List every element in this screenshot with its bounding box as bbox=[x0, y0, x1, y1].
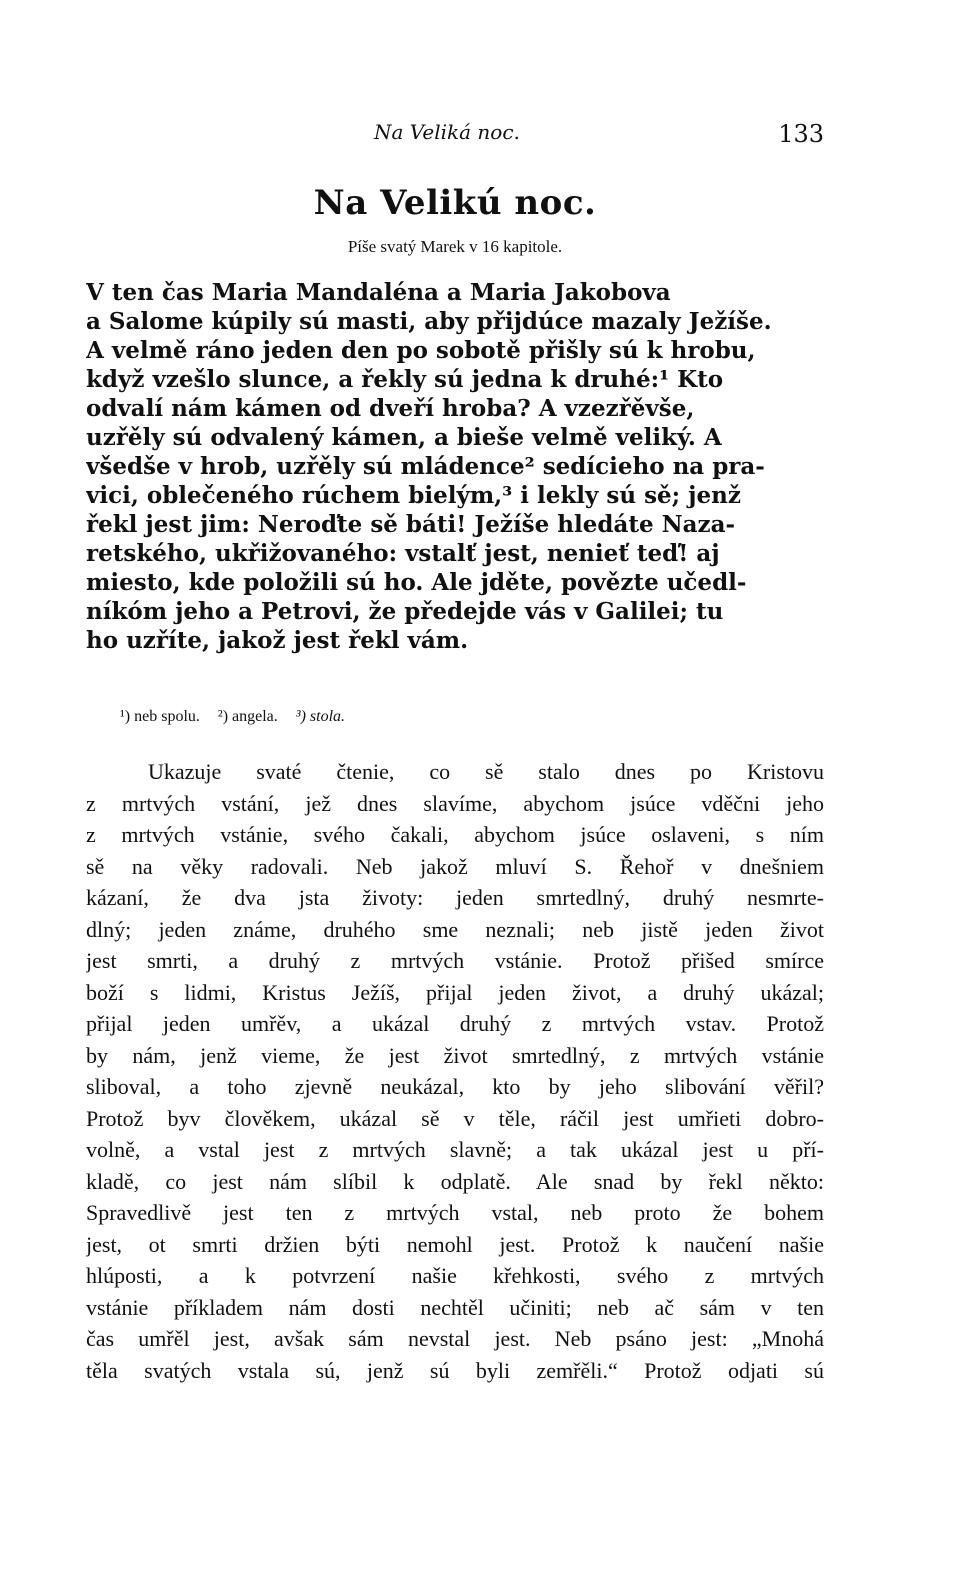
body-line: dlný; jeden známe, druhého sme neznali; neb jistě jeden život bbox=[86, 916, 824, 942]
body-line: jest smrti, a druhý z mrtvých vstánie. Protož přišed smírce bbox=[86, 948, 824, 973]
body-line: z mrtvých vstání, jež dnes slavíme, abychom jsúce vděčni jeho bbox=[86, 790, 824, 816]
footnotes bbox=[120, 708, 345, 726]
body-line: by nám, jenž vieme, že jest život smrtedlný, z mrtvých vstánie bbox=[86, 1042, 824, 1068]
gospel-line: ho uzříte, jakož jest řekl vám. bbox=[86, 627, 469, 654]
running-head-title: Na Veliká noc. bbox=[374, 120, 520, 144]
gospel-line: miesto, kde položili sú ho. Ale jděte, povězte učedl- bbox=[86, 569, 747, 596]
footnote: ³) stola. bbox=[295, 708, 346, 725]
body-line: přijal jeden umřěv, a ukázal druhý z mrtvých vstav. Protož bbox=[86, 1011, 824, 1036]
body-line: volně, a vstal jest z mrtvých slavně; a tak ukázal jest u pří- bbox=[86, 1137, 824, 1162]
body-line: z mrtvých vstánie, svého čakali, abychom jsúce oslaveni, s ním bbox=[86, 822, 824, 847]
body-line: Protož byv člověkem, ukázal sě v těle, ráčil jest umřieti dobro- bbox=[86, 1105, 824, 1131]
page-number: 133 bbox=[778, 120, 824, 148]
gospel-line: všedše v hrob, uzřěly sú mládence² sedícieho na pra- bbox=[86, 453, 765, 480]
gospel-line: uzřěly sú odvalený kámen, a bieše velmě veliký. A bbox=[86, 424, 722, 451]
body-line: jest, ot smrti držien býti nemohl jest. Protož k naučení našie bbox=[86, 1231, 824, 1257]
body-line: kladě, co jest nám slíbil k odplatě. Ale snad by řekl někto: bbox=[86, 1168, 824, 1194]
body-line: boží s lidmi, Kristus Ježíš, přijal jeden život, a druhý ukázal; bbox=[86, 979, 824, 1005]
body-line: Ukazuje svaté čtenie, co sě stalo dnes po Kristovu bbox=[148, 759, 824, 784]
footnote: ¹) neb spolu. bbox=[120, 708, 200, 725]
body-line: hlúposti, a k potvrzení našie křehkosti, svého z mrtvých bbox=[86, 1263, 824, 1288]
body-line: vstánie příkladem nám dosti nechtěl učiniti; neb ač sám v ten bbox=[86, 1294, 824, 1320]
body-line: kázaní, že dva jsta životy: jeden smrtedlný, druhý nesmrte- bbox=[86, 885, 824, 910]
gospel-line: A velmě ráno jeden den po sobotě přišly sú k hrobu, bbox=[86, 337, 756, 364]
footnote: ²) angela. bbox=[217, 708, 278, 725]
gospel-line: a Salome kúpily sú masti, aby přijdúce mazaly Ježíše. bbox=[86, 308, 772, 335]
gospel-line: řekl jest jim: Neroďte sě báti! Ježíše hledáte Naza- bbox=[86, 511, 736, 538]
gospel-passage bbox=[86, 278, 824, 655]
body-line: sě na věky radovali. Neb jakož mluví S. Řehoř v dnešniem bbox=[86, 853, 824, 879]
gospel-line: níkóm jeho a Petrovi, že předejde vás v Galilei; tu bbox=[86, 598, 724, 625]
chapter-subtitle: Píše svatý Marek v 16 kapitole. bbox=[347, 237, 563, 256]
gospel-line: odvalí nám kámen od dveří hroba? A vzezřěvše, bbox=[86, 395, 695, 422]
body-line: čas umřěl jest, avšak sám nevstal jest. Neb psáno jest: „Mnohá bbox=[86, 1326, 824, 1351]
body-line: Spravedlivě jest ten z mrtvých vstal, neb proto že bohem bbox=[86, 1200, 824, 1225]
gospel-line: retského, ukřižovaného: vstalť jest, nenieť teď! aj bbox=[86, 540, 720, 567]
gospel-line: když vzešlo slunce, a řekly sú jedna k druhé:¹ Kto bbox=[86, 366, 724, 393]
gospel-line: V ten čas Maria Mandaléna a Maria Jakobova bbox=[86, 279, 671, 306]
chapter-title: Na Velikú noc. bbox=[313, 183, 597, 223]
commentary-text bbox=[86, 756, 824, 1386]
gospel-line: vici, oblečeného rúchem bielým,³ i lekly sú sě; jenž bbox=[86, 482, 741, 509]
body-line: sliboval, a toho zjevně neukázal, kto by jeho slibování věřil? bbox=[86, 1074, 824, 1099]
body-line: těla svatých vstala sú, jenž sú byli zemřěli.“ Protož odjati sú bbox=[86, 1357, 824, 1383]
running-head bbox=[86, 120, 824, 160]
